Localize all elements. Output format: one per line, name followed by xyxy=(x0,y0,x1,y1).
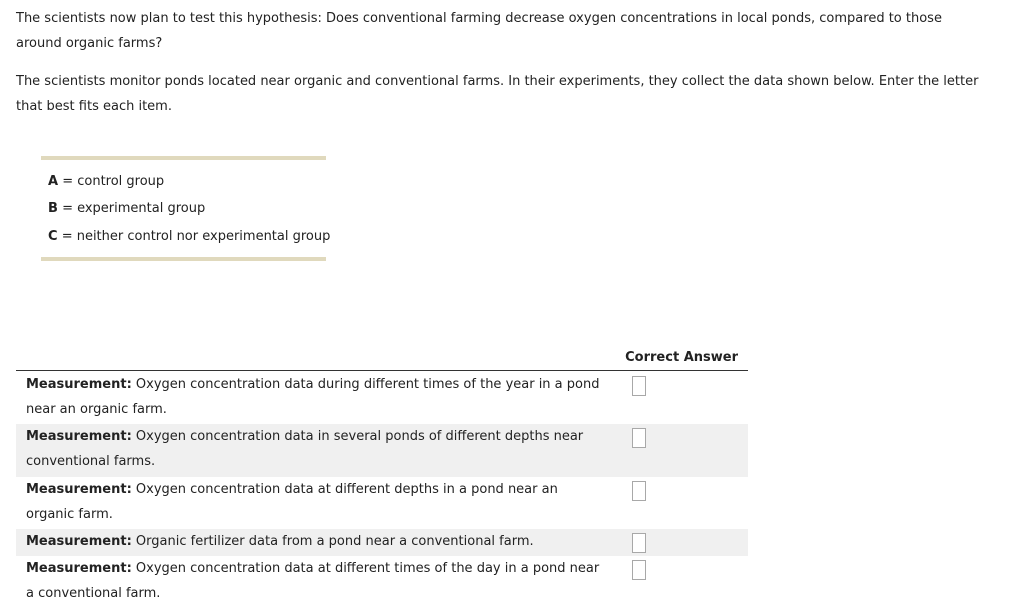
correct-answer-header: Correct Answer xyxy=(625,350,738,365)
table-row xyxy=(16,424,748,477)
row-label: Measurement: xyxy=(26,561,132,576)
row-label: Measurement: xyxy=(26,429,132,444)
table-row xyxy=(16,529,748,556)
legend-key: B xyxy=(48,201,58,216)
row-text xyxy=(26,424,606,474)
legend-key: A xyxy=(48,174,59,189)
answer-input[interactable] xyxy=(632,481,646,501)
row-label: Measurement: xyxy=(26,377,132,392)
row-description: Oxygen concentration data at different times of the day in a pond near a conventional farm. xyxy=(26,561,600,601)
row-description: Organic fertilizer data from a pond near a conventional farm. xyxy=(135,534,534,549)
row-text xyxy=(26,529,606,554)
row-label: Measurement: xyxy=(26,534,132,549)
row-text xyxy=(26,477,606,527)
legend-item-c xyxy=(48,227,330,247)
legend-text: = experimental group xyxy=(62,201,206,216)
row-description: Oxygen concentration data in several ponds of different depths near conventional farms. xyxy=(26,429,584,469)
table-row xyxy=(16,477,748,529)
legend-key: C xyxy=(48,229,58,244)
row-text xyxy=(26,556,606,606)
row-description: Oxygen concentration data at different depths in a pond near an organic farm. xyxy=(26,482,558,522)
row-description: Oxygen concentration data during different times of the year in a pond near an organic farm. xyxy=(26,377,600,417)
intro-paragraph-1: The scientists now plan to test this hypothesis: Does conventional farming decrease oxygen concentrations in local ponds, compared to those around organic farms? xyxy=(16,11,942,51)
legend-text: = neither control nor experimental group xyxy=(61,229,331,244)
answer-key-legend xyxy=(41,156,331,262)
legend-item-b xyxy=(48,199,205,219)
answer-input[interactable] xyxy=(632,533,646,553)
row-label: Measurement: xyxy=(26,482,132,497)
answer-input[interactable] xyxy=(632,560,646,580)
answer-input[interactable] xyxy=(632,428,646,448)
header-divider xyxy=(16,370,748,371)
legend-bottom-rule xyxy=(41,257,326,261)
answer-input[interactable] xyxy=(632,376,646,396)
table-row xyxy=(16,556,748,608)
legend-top-rule xyxy=(41,156,326,160)
legend-text: = control group xyxy=(62,174,165,189)
intro-paragraph-2: The scientists monitor ponds located near organic and conventional farms. In their experiments, they collect the data shown below. Enter the letter that best fits each item. xyxy=(16,74,979,114)
table-row xyxy=(16,372,748,424)
legend-item-a xyxy=(48,172,164,192)
row-text xyxy=(26,372,606,422)
